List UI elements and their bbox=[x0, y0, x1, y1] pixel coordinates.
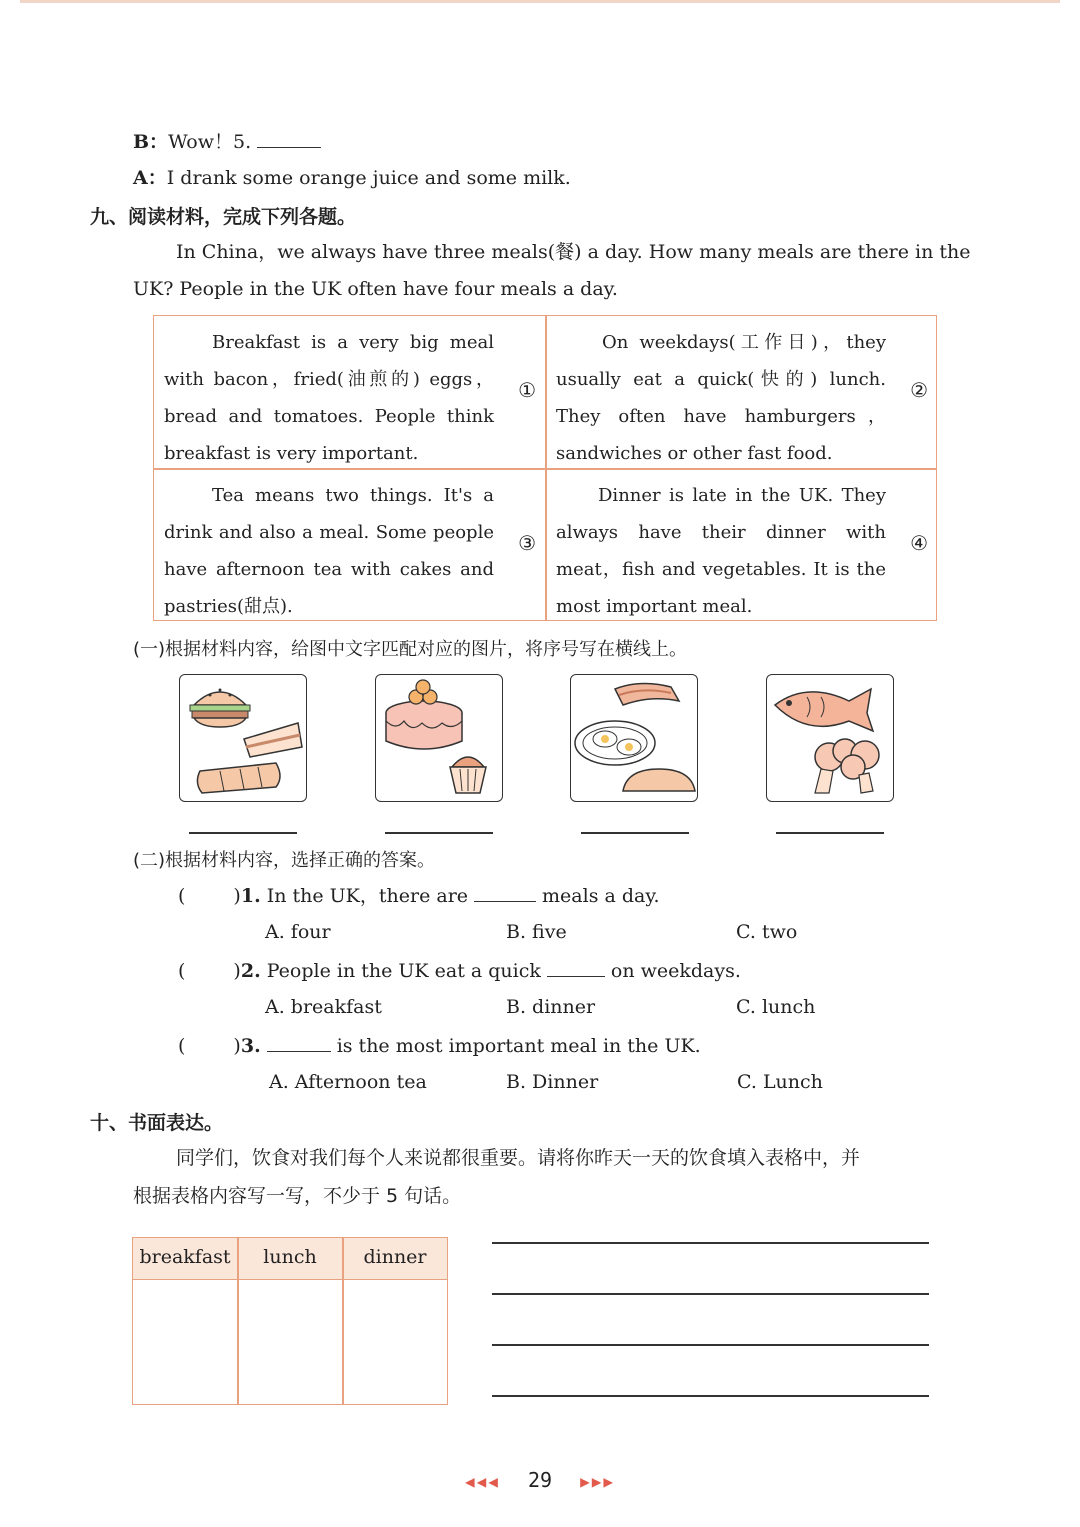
intro-line-2: UK? People in the UK often have four meals a day. bbox=[133, 278, 618, 300]
hamburger-sandwich-wrap-icon bbox=[180, 675, 306, 801]
dialogue-b-line bbox=[133, 127, 327, 156]
cell-text: Breakfast is a very big meal with bacon，fried(油煎的) eggs，bread and tomatoes. People think breakfast is very important. bbox=[164, 332, 494, 464]
writing-line[interactable] bbox=[492, 1395, 929, 1397]
cell-text: Tea means two things. It's a drink and also a meal. Some people have afternoon tea with cakes and pastries(甜点). bbox=[164, 485, 494, 617]
cell-text: On weekdays(工作日)，they usually eat a quick(快的) lunch. They often have hamburgers，sandwiches or other fast food. bbox=[556, 332, 886, 464]
match-answer-line[interactable] bbox=[581, 832, 689, 834]
picture-breakfast bbox=[570, 674, 698, 802]
reading-table bbox=[153, 315, 937, 621]
lunch-cell[interactable] bbox=[238, 1280, 342, 1404]
question-text: meals a day. bbox=[542, 885, 660, 907]
question-text: In the UK，there are bbox=[266, 885, 469, 907]
part-2-title: (二)根据材料内容，选择正确的答案。 bbox=[133, 850, 436, 871]
table-divider bbox=[154, 468, 936, 470]
dinner-cell[interactable] bbox=[343, 1280, 447, 1404]
cell-number: ② bbox=[910, 378, 928, 402]
cell-number: ① bbox=[518, 378, 536, 402]
dialogue-b-text: Wow！5. bbox=[168, 131, 252, 153]
prev-arrows-icon: ◀◀◀ bbox=[465, 1472, 500, 1491]
writing-prompt-line-2: 根据表格内容写一写，不少于 5 句话。 bbox=[133, 1185, 462, 1207]
writing-line[interactable] bbox=[492, 1344, 929, 1346]
question-number: 2. bbox=[240, 960, 261, 982]
picture-afternoon-tea bbox=[375, 674, 503, 802]
answer-paren-close: ) bbox=[233, 960, 241, 982]
picture-dinner bbox=[766, 674, 894, 802]
option-b[interactable]: B. dinner bbox=[506, 996, 596, 1018]
option-b[interactable]: B. five bbox=[506, 921, 567, 943]
next-arrows-icon: ▶▶▶ bbox=[580, 1472, 615, 1491]
question-blank[interactable] bbox=[267, 1031, 331, 1052]
question-2 bbox=[178, 956, 741, 985]
question-number: 3. bbox=[240, 1035, 261, 1057]
cell-text: Dinner is late in the UK. They always have their dinner with meat，fish and vegetables. It is the most important meal. bbox=[556, 485, 886, 617]
part-1-title: (一)根据材料内容，给图中文字匹配对应的图片，将序号写在横线上。 bbox=[133, 639, 688, 660]
question-number: 1. bbox=[240, 885, 261, 907]
intro-line-1: In China，we always have three meals(餐) a day. How many meals are there in the bbox=[176, 241, 971, 263]
page-number: 29 bbox=[527, 1468, 553, 1492]
speaker-a-label: A： bbox=[133, 167, 167, 189]
match-answer-line[interactable] bbox=[189, 832, 297, 834]
option-c[interactable]: C. Lunch bbox=[737, 1071, 823, 1093]
option-a[interactable]: A. breakfast bbox=[265, 996, 382, 1018]
dialogue-a-text: I drank some orange juice and some milk. bbox=[166, 167, 571, 189]
question-text: People in the UK eat a quick bbox=[266, 960, 541, 982]
option-c[interactable]: C. lunch bbox=[736, 996, 816, 1018]
answer-paren-open[interactable]: ( bbox=[178, 885, 186, 907]
header-lunch: lunch bbox=[263, 1246, 317, 1268]
option-c[interactable]: C. two bbox=[736, 921, 798, 943]
section-10-title: 十、书面表达。 bbox=[90, 1112, 224, 1134]
cell-number: ④ bbox=[910, 531, 928, 555]
answer-paren-open[interactable]: ( bbox=[178, 1035, 186, 1057]
writing-prompt-line-1: 同学们，饮食对我们每个人来说都很重要。请将你昨天一天的饮食填入表格中，并 bbox=[176, 1147, 861, 1169]
question-blank[interactable] bbox=[547, 956, 605, 977]
dialogue-a-line bbox=[133, 164, 571, 192]
answer-paren-open[interactable]: ( bbox=[178, 960, 186, 982]
match-answer-line[interactable] bbox=[385, 832, 493, 834]
reading-cell-3 bbox=[154, 469, 546, 622]
question-blank[interactable] bbox=[474, 881, 536, 902]
writing-line[interactable] bbox=[492, 1293, 929, 1295]
writing-line[interactable] bbox=[492, 1242, 929, 1244]
answer-paren-close: ) bbox=[233, 1035, 241, 1057]
question-1 bbox=[178, 881, 660, 910]
question-3 bbox=[178, 1031, 701, 1060]
cell-number: ③ bbox=[518, 531, 536, 555]
answer-paren-close: ) bbox=[233, 885, 241, 907]
header-dinner: dinner bbox=[363, 1246, 427, 1268]
question-text: is the most important meal in the UK. bbox=[336, 1035, 701, 1057]
breakfast-cell[interactable] bbox=[133, 1280, 237, 1404]
option-b[interactable]: B. Dinner bbox=[506, 1071, 599, 1093]
section-9-title: 九、阅读材料，完成下列各题。 bbox=[90, 206, 357, 228]
reading-cell-2 bbox=[546, 316, 938, 469]
bacon-eggs-bread-icon bbox=[571, 675, 697, 801]
page-footer bbox=[0, 1468, 1080, 1492]
header-breakfast: breakfast bbox=[139, 1246, 231, 1268]
picture-fast-food bbox=[179, 674, 307, 802]
reading-cell-4 bbox=[546, 469, 938, 622]
speaker-b-label: B： bbox=[133, 131, 169, 153]
option-a[interactable]: A. four bbox=[265, 921, 331, 943]
question-text: on weekdays. bbox=[610, 960, 741, 982]
option-a[interactable]: A. Afternoon tea bbox=[269, 1071, 427, 1093]
fish-vegetables-icon bbox=[767, 675, 893, 801]
meal-table bbox=[132, 1237, 448, 1405]
answer-blank-5[interactable] bbox=[257, 127, 321, 148]
match-answer-line[interactable] bbox=[776, 832, 884, 834]
cake-muffin-icon bbox=[376, 675, 502, 801]
reading-cell-1 bbox=[154, 316, 546, 469]
top-border bbox=[20, 0, 1060, 3]
